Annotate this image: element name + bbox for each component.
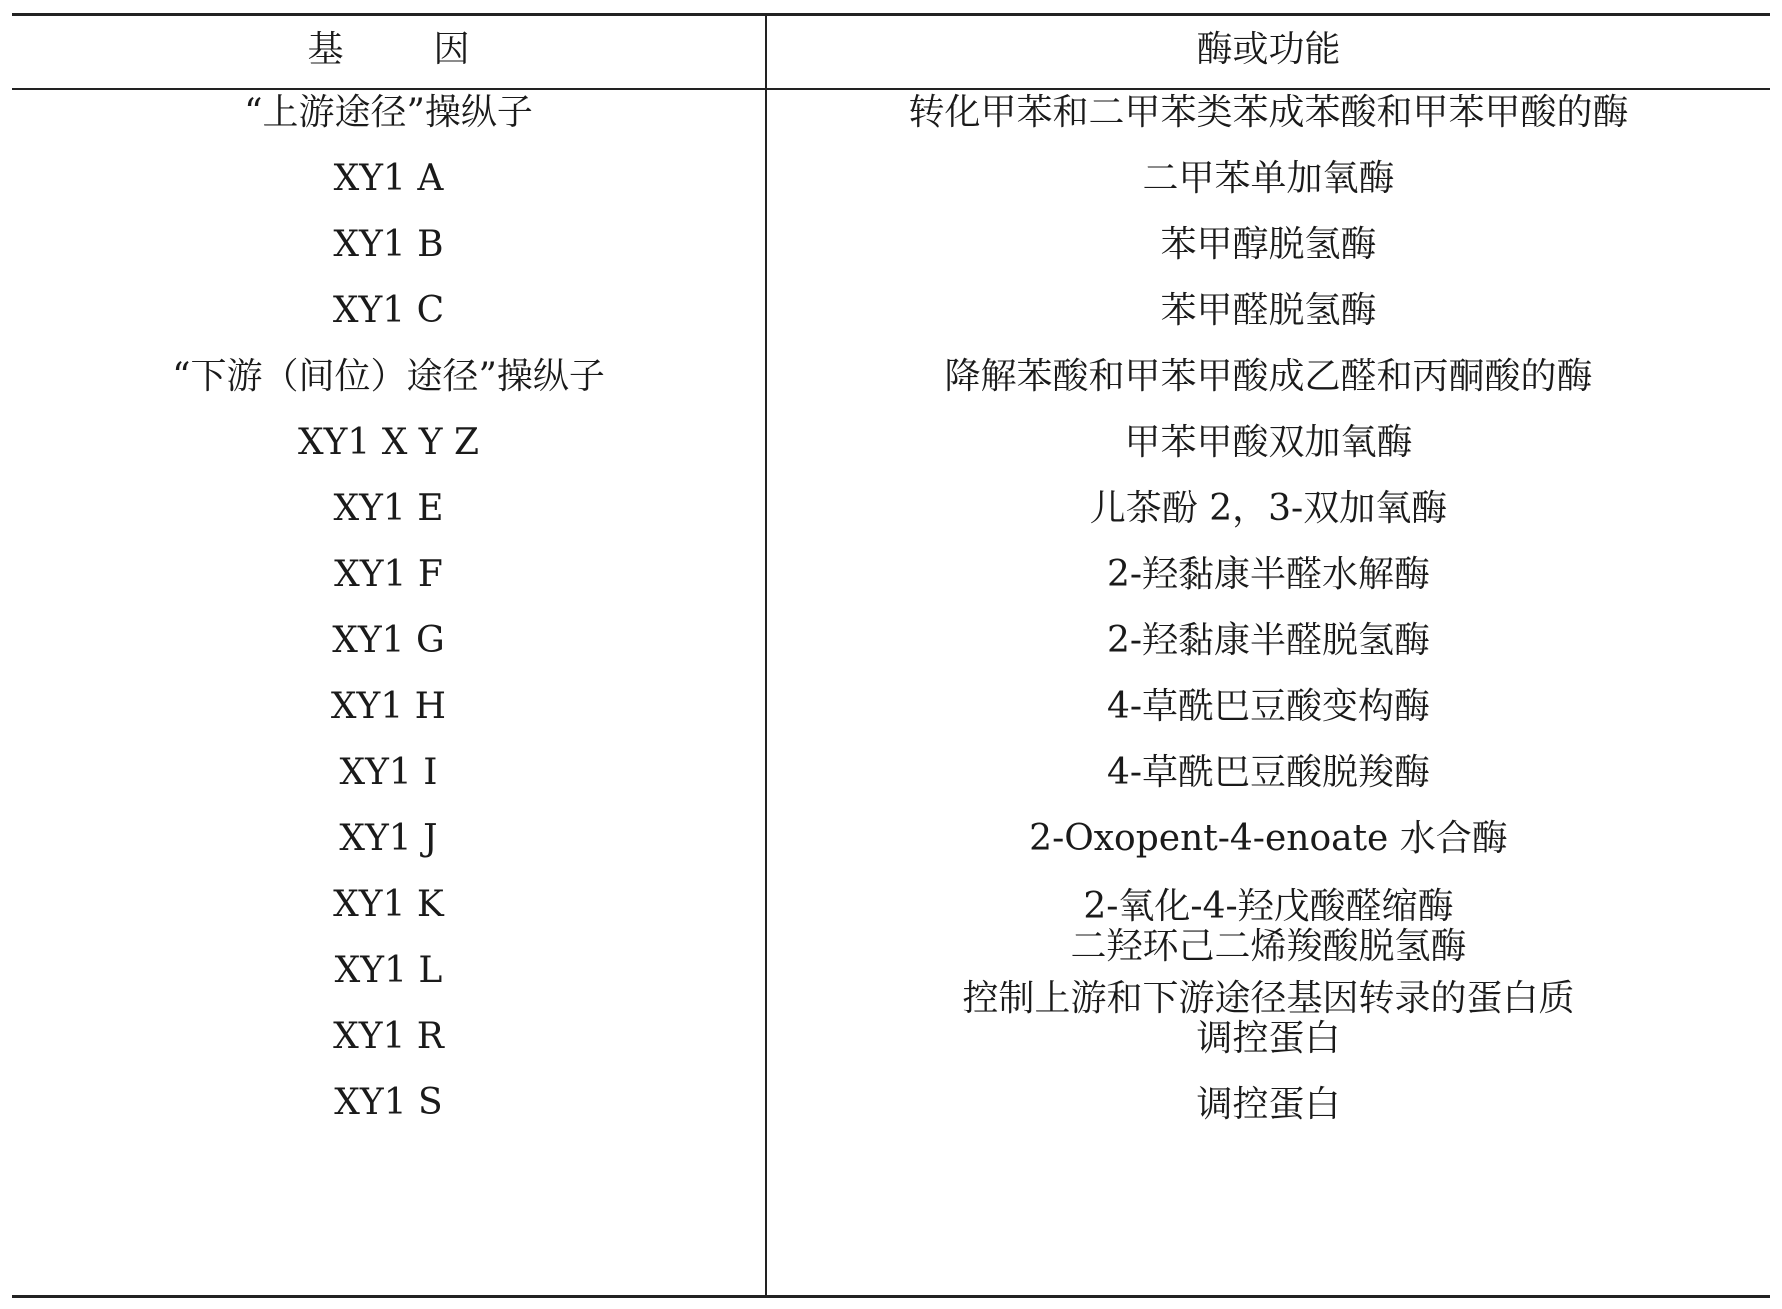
row-8-function: 2-羟黏康半醛水解酶: [1106, 554, 1431, 595]
row-4-function: 苯甲醛脱氢酶: [1160, 290, 1377, 331]
row-7-gene: XY1 E: [333, 488, 444, 529]
row-1-function: 转化甲苯和二甲苯类苯成苯酸和甲苯甲酸的酶: [908, 92, 1629, 133]
row-13-gene: XY1 K: [333, 884, 444, 925]
row-11-function: 4-草酰巴豆酸脱羧酶: [1106, 752, 1431, 793]
row-5-function: 降解苯酸和甲苯甲酸成乙醛和丙酮酸的酶: [944, 356, 1593, 397]
header-gene-char-1: 基: [307, 29, 344, 70]
row-10-gene: XY1 H: [330, 686, 447, 727]
row-4-gene: XY1 C: [332, 290, 445, 331]
row-9-function: 2-羟黏康半醛脱氢酶: [1106, 620, 1431, 661]
gene-function-table: [12, 13, 1770, 1298]
row-11-gene: XY1 I: [339, 752, 438, 793]
row-16-function: 调控蛋白: [1196, 1084, 1341, 1125]
row-15-function-extra: 调控蛋白: [1196, 1018, 1341, 1059]
row-2-function: 二甲苯单加氧酶: [1142, 158, 1395, 199]
header-function: 酶或功能: [1196, 29, 1341, 70]
row-12-function: 2-Oxopent-4-enoate 水合酶: [1029, 818, 1508, 859]
row-9-gene: XY1 G: [332, 620, 445, 661]
row-15-gene: XY1 R: [333, 1016, 444, 1057]
row-6-gene: XY1 X Y Z: [297, 422, 480, 463]
table-bottom-rule: [12, 1295, 1770, 1298]
row-15-function: 控制上游和下游途径基因转录的蛋白质: [962, 978, 1575, 1019]
table-top-rule: [12, 13, 1770, 16]
row-8-gene: XY1 F: [334, 554, 443, 595]
row-14-function: 二羟环己二烯羧酸脱氢酶: [1070, 926, 1467, 967]
row-2-gene: XY1 A: [333, 158, 444, 199]
row-5-gene: “下游（间位）途径”操纵子: [172, 356, 605, 397]
row-1-gene: “上游途径”操纵子: [244, 92, 533, 133]
header-gene-char-2: 因: [433, 29, 470, 70]
row-14-gene: XY1 L: [334, 950, 443, 991]
row-16-gene: XY1 S: [334, 1082, 443, 1123]
row-12-gene: XY1 J: [339, 818, 438, 859]
row-13-function: 2-氧化-4-羟戊酸醛缩酶: [1083, 886, 1454, 927]
row-10-function: 4-草酰巴豆酸变构酶: [1106, 686, 1431, 727]
header-gene: [12, 30, 765, 70]
row-7-function: 儿茶酚 2，3-双加氧酶: [1089, 488, 1448, 529]
table-header-rule: [12, 88, 1770, 90]
row-6-function: 甲苯甲酸双加氧酶: [1124, 422, 1413, 463]
row-3-function: 苯甲醇脱氢酶: [1160, 224, 1377, 265]
row-3-gene: XY1 B: [333, 224, 444, 265]
